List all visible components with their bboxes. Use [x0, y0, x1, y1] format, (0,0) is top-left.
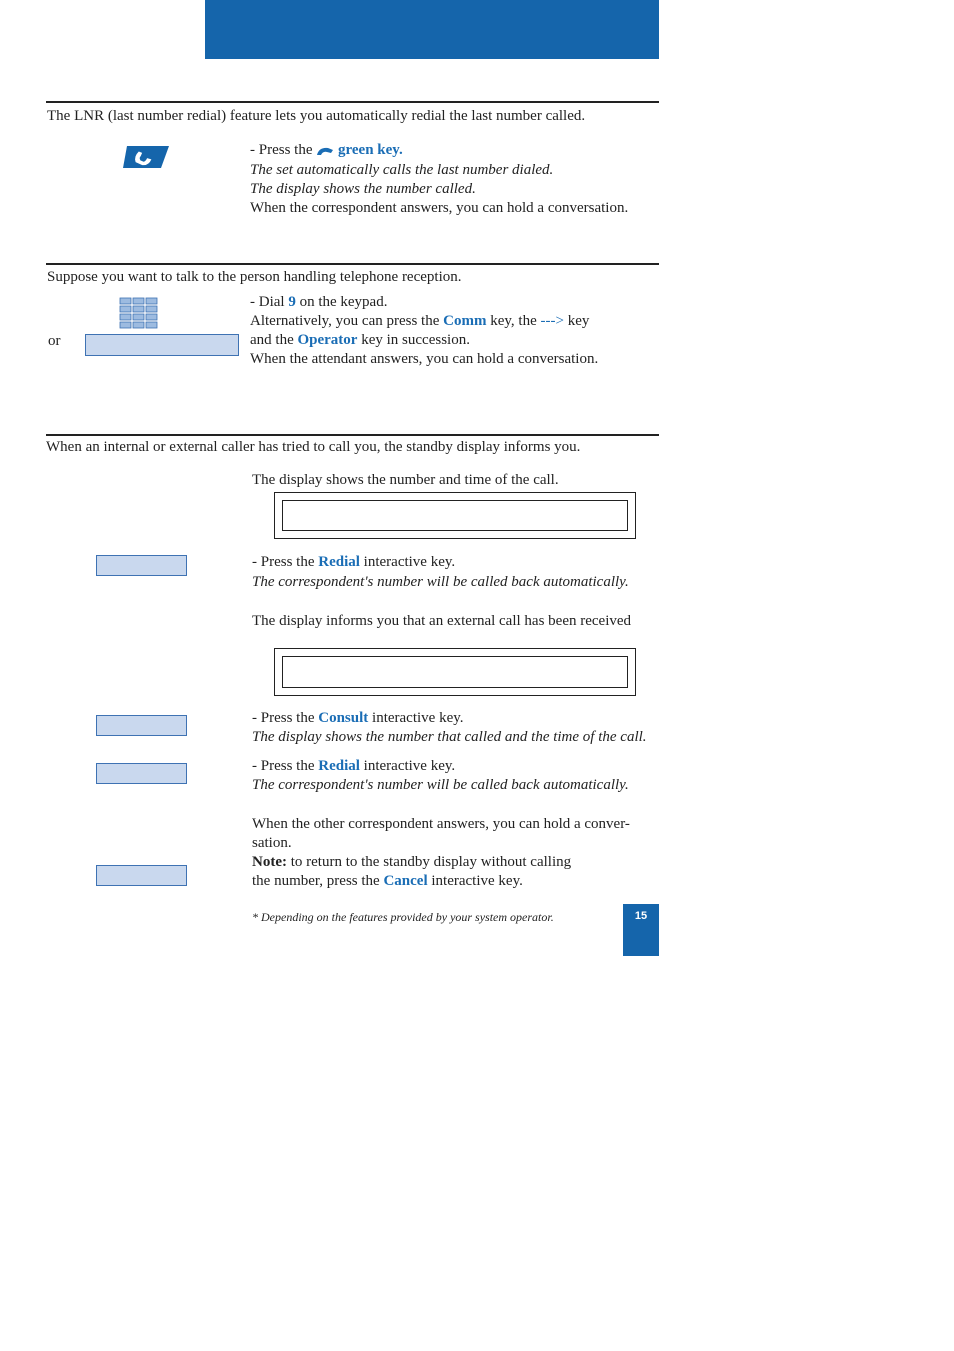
cancel-key-button[interactable] [96, 865, 187, 886]
redial-key-button[interactable] [96, 555, 187, 576]
phone-display-screen [274, 492, 636, 539]
callback-intro: When an internal or external caller has tried to call you, the standby display informs you. [46, 439, 581, 455]
page-number: 15 [634, 910, 648, 922]
comm-key-button[interactable] [85, 334, 239, 356]
dial-step: - Dial 9 on the keypad. [250, 294, 388, 310]
press-consult-step: - Press the Consult interactive key. [252, 710, 464, 726]
external-call-info: The display informs you that an external call has been received [252, 613, 632, 629]
keypad-icon [119, 297, 159, 329]
alternative-step: Alternatively, you can press the Comm key, the ---> key [250, 313, 590, 329]
lnr-line4: When the correspondent answers, you can hold a conversation. [250, 200, 629, 216]
press-redial-step: - Press the Redial interactive key. [252, 554, 456, 570]
note-line2: the number, press the Cancel interactive key. [252, 873, 523, 889]
phone-display-screen [274, 648, 636, 696]
operator-step: and the Operator key in succession. [250, 332, 470, 348]
operator-intro: Suppose you want to talk to the person handling telephone reception. [47, 269, 462, 285]
lnr-line3: The display shows the number called. [250, 181, 476, 197]
note-line1: Note: to return to the standby display without calling [252, 854, 572, 870]
consult-key-button[interactable] [96, 715, 187, 736]
consult-shows-note: The display shows the number that called and the time of the call. [252, 729, 647, 745]
or-label: or [48, 333, 61, 349]
page-number-tab [623, 904, 659, 956]
lnr-intro: The LNR (last number redial) feature lets you automatically redial the last number called. [47, 108, 586, 124]
redial-key-button[interactable] [96, 763, 187, 784]
called-back-note: The correspondent's number will be called back automatically. [252, 777, 629, 793]
section-rule [46, 434, 659, 436]
lnr-line2: The set automatically calls the last number dialed. [250, 162, 554, 178]
called-back-note: The correspondent's number will be called back automatically. [252, 574, 629, 590]
section-rule [46, 101, 659, 103]
footnote: * Depending on the features provided by your system operator. [252, 910, 554, 924]
handset-small-icon [316, 145, 334, 157]
lnr-step-press: - Press the green key. [250, 142, 403, 158]
attendant-answer: When the attendant answers, you can hold a conversation. [250, 351, 599, 367]
green-key-label: green key. [338, 142, 403, 158]
display-shows-number: The display shows the number and time of the call. [252, 472, 559, 488]
header-band [205, 0, 659, 59]
phone-display-inner [282, 656, 628, 688]
handset-green-key-icon [123, 144, 169, 170]
section-rule [46, 263, 659, 265]
press-redial-step: - Press the Redial interactive key. [252, 758, 456, 774]
phone-display-inner [282, 500, 628, 531]
other-answer-line1: When the other correspondent answers, you can hold a conver- [252, 816, 630, 832]
other-answer-line2: sation. [252, 835, 292, 851]
